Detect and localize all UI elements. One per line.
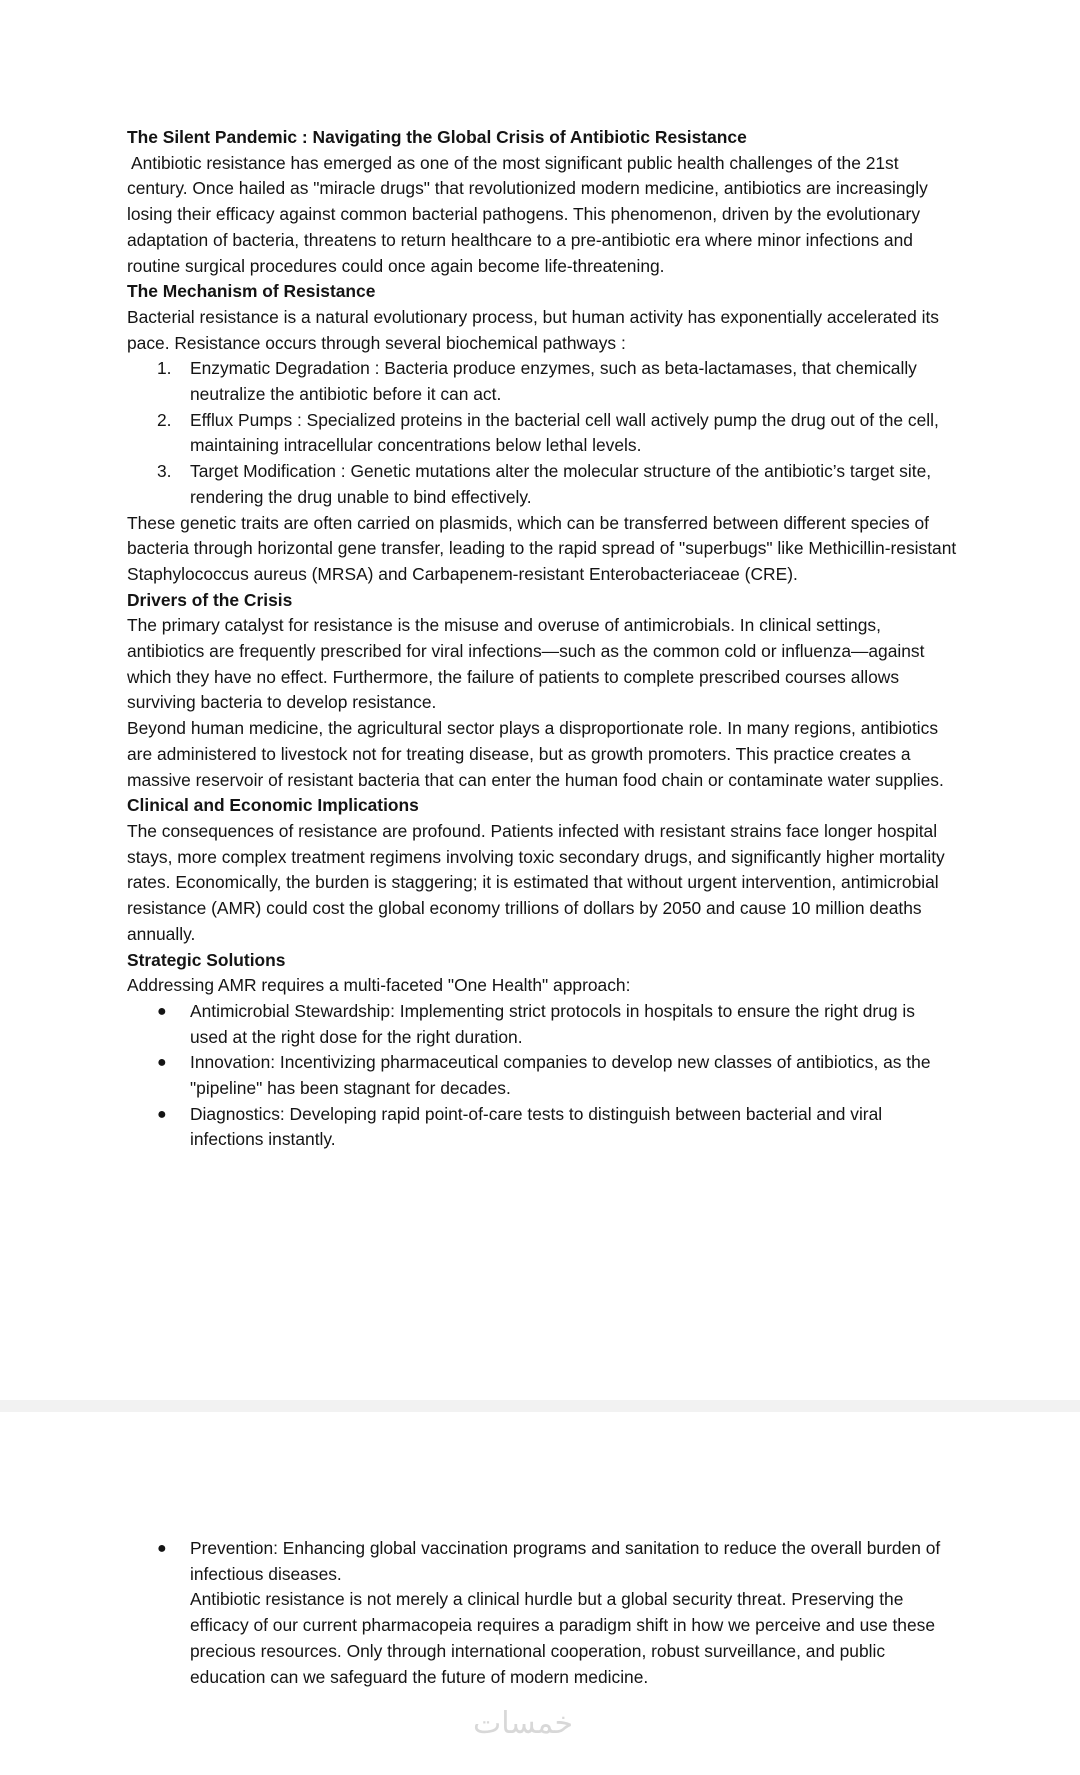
mechanism-list	[127, 356, 957, 510]
bullet-icon: ●	[157, 1054, 167, 1072]
list-item-text: Diagnostics: Developing rapid point-of-care tests to distinguish between bacterial and viral infections instantly.	[190, 1103, 883, 1150]
document-title: The Silent Pandemic : Navigating the Global Crisis of Antibiotic Resistance	[127, 127, 747, 147]
watermark-logo: خمسات	[473, 1706, 574, 1741]
conclusion-paragraph: Antibiotic resistance is not merely a clinical hurdle but a global security threat. Preserving the efficacy of our current pharmacopeia requires a paradigm shift in how we perceive and use these precious resources. Only through international cooperation, robust surveillance, and public education can we safeguard the future of modern medicine.	[190, 1589, 935, 1687]
bullet-icon: ●	[157, 1105, 167, 1123]
list-item	[127, 1050, 957, 1101]
list-number: 1.	[157, 358, 172, 379]
page-2-content	[127, 1536, 957, 1690]
heading-solutions: Strategic Solutions	[127, 949, 286, 970]
list-item-text: Antimicrobial Stewardship: Implementing strict protocols in hospitals to ensure the right drug is used at the right dose for the right duration.	[190, 1000, 915, 1047]
page-1-content	[127, 125, 957, 1153]
list-item	[127, 999, 957, 1050]
bullet-icon: ●	[157, 1002, 167, 1020]
drivers-paragraph-1: The primary catalyst for resistance is the misuse and overuse of antimicrobials. In clinical settings, antibiotics are frequently prescribed for viral infections—such as the common cold or influenza—against which they have no effect. Furthermore, the failure of patients to complete prescribed courses allows surviving bacteria to develop resistance.	[127, 615, 925, 713]
list-item	[127, 408, 957, 459]
heading-mechanism: The Mechanism of Resistance	[127, 281, 376, 302]
solutions-list-continued	[127, 1536, 957, 1587]
plasmids-paragraph: These genetic traits are often carried on plasmids, which can be transferred between different species of bacteria through horizontal gene transfer, leading to the rapid spread of "superbugs" like Methicillin-resistant Staphylococcus aureus (MRSA) and Carbapenem-resistant Enterobacteriaceae (CRE).	[127, 512, 957, 584]
page-separator	[0, 1400, 1080, 1412]
list-item-text: Prevention: Enhancing global vaccination programs and sanitation to reduce the overall burden of infectious diseases.	[190, 1538, 941, 1584]
list-item-text: Efflux Pumps : Specialized proteins in the bacterial cell wall actively pump the drug out of the cell, maintaining intracellular concentrations below lethal levels.	[190, 409, 939, 456]
list-item	[127, 356, 957, 407]
list-item-text: Enzymatic Degradation : Bacteria produce enzymes, such as beta-lactamases, that chemically neutralize the antibiotic before it can act.	[190, 358, 917, 405]
solutions-paragraph: Addressing AMR requires a multi-faceted "One Health" approach:	[127, 975, 631, 996]
list-item	[127, 1536, 957, 1587]
list-item	[127, 1102, 957, 1153]
list-item-text: Target Modification : Genetic mutations alter the molecular structure of the antibiotic’s target site, rendering the drug unable to bind effectively.	[190, 461, 932, 507]
implications-paragraph: The consequences of resistance are profound. Patients infected with resistant strains face longer hospital stays, more complex treatment regimens involving toxic secondary drugs, and significantly higher mortality rates. Economically, the burden is staggering; it is estimated that without urgent intervention, antimicrobial resistance (AMR) could cost the global economy trillions of dollars by 2050 and cause 10 million deaths annually.	[127, 820, 945, 944]
drivers-paragraph-2: Beyond human medicine, the agricultural sector plays a disproportionate role. In many regions, antibiotics are administered to livestock not for treating disease, but as growth promoters. This practice creates a massive reservoir of resistant bacteria that can enter the human food chain or contaminate water supplies.	[127, 718, 944, 790]
heading-drivers: Drivers of the Crisis	[127, 589, 293, 610]
list-number: 2.	[157, 409, 172, 430]
list-item	[127, 459, 957, 510]
mechanism-paragraph: Bacterial resistance is a natural evolutionary process, but human activity has exponentially accelerated its pace. Resistance occurs through several biochemical pathways :	[127, 306, 939, 353]
heading-implications: Clinical and Economic Implications	[127, 795, 419, 816]
bullet-icon: ●	[157, 1540, 167, 1557]
list-item-text: Innovation: Incentivizing pharmaceutical companies to develop new classes of antibiotics, as the "pipeline" has been stagnant for decades.	[190, 1052, 931, 1099]
intro-paragraph: Antibiotic resistance has emerged as one of the most significant public health challenges of the 21st century. Once hailed as "miracle drugs" that revolutionized modern medicine, antibiotics are increasingly losing their efficacy against common bacterial pathogens. This phenomenon, driven by the evolutionary adaptation of bacteria, threatens to return healthcare to a pre-antibiotic era where minor infections and routine surgical procedures could once again become life-threatening.	[127, 152, 928, 276]
solutions-list	[127, 999, 957, 1153]
list-number: 3.	[157, 461, 172, 482]
